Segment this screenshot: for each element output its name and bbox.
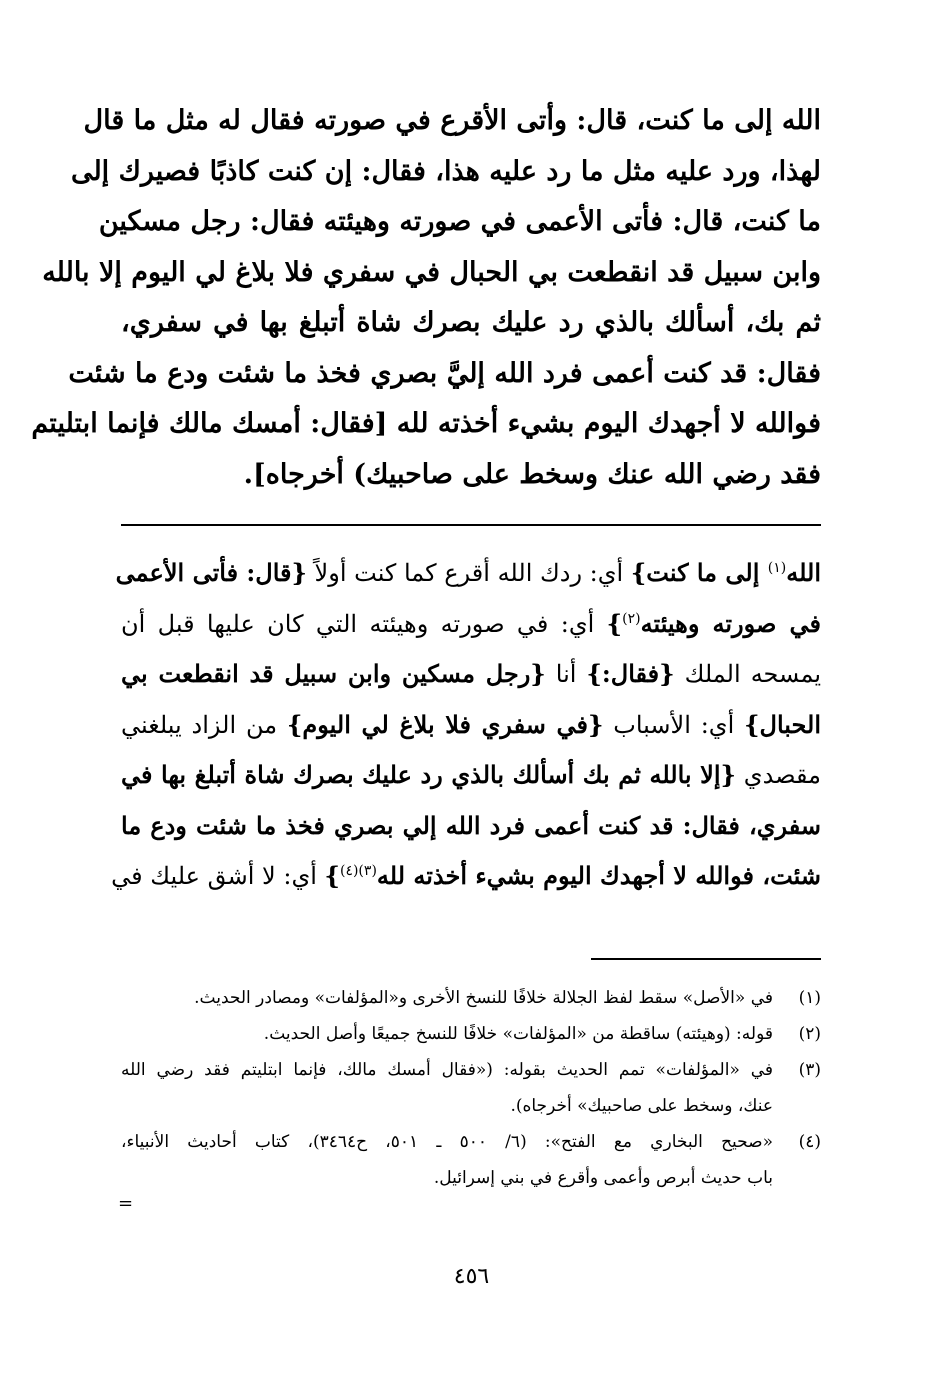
commentary-quote: الله [786,558,821,587]
footnote-ref: (٣)(٤) [339,863,377,879]
footnote-divider [591,958,821,960]
commentary-quote: {إلا بالله ثم بك أسألك بالذي رد عليك بصرك شاة أتبلغ بها في [121,760,736,789]
footnote-ref: (٢) [622,610,641,627]
hadith-main-text [31,96,821,500]
commentary-line [121,750,821,801]
commentary-line [121,801,821,852]
footnote-text [121,1124,773,1196]
commentary-line [115,548,821,599]
commentary-line [121,649,821,700]
commentary-quote: في صورته وهيئته [640,608,821,638]
main-text-line: فوالله لا أجهدك اليوم بشيء أخذته لله [فقال: أمسك مالك فإنما ابتليتم [31,408,821,439]
commentary-explanation: أنا [545,660,587,688]
commentary-quote: شئت، فوالله لا أجهدك اليوم بشيء أخذته لله [376,861,821,890]
commentary-text [111,548,822,902]
commentary-quote: {قال: فأتى الأعمى [115,558,307,587]
page-number: ٤٥٦ [453,1264,490,1289]
main-text-line: ثم بك، أسألك بالذي رد عليك بصرك شاة أتبلغ بها في سفري، [121,307,821,338]
commentary-explanation: مقصدي [735,761,821,789]
commentary-line [121,599,821,650]
text-commentary-divider [121,524,821,526]
footnote-line: باب حديث أبرص وأعمى وأقرع في بني إسرائيل. [433,1168,773,1188]
commentary-quote: الحبال} [744,709,822,739]
footnote-line: «صحيح البخاري مع الفتح»: (٦/ ٥٠٠ ـ ٥٠١، ح٣٤٦٤)، كتاب أحاديث الأنبياء، [121,1132,773,1152]
footnote-number: (٤) [798,1132,821,1152]
commentary-quote: {فقال:} [586,659,675,688]
commentary-explanation: أي: ردك الله أقرع كما كنت أولاً [306,559,631,587]
footnote-line: عنك، وسخط على صاحبيك» أخرجاه). [510,1096,773,1116]
commentary-line [121,700,821,751]
main-text-line: فقد رضي الله عنك وسخط على صاحبيك) أخرجاه]. [243,458,821,490]
footnotes-section [121,980,821,1196]
commentary-explanation: يمسحه الملك [674,660,822,688]
main-text-line: وابن سبيل قد انقطعت بي الحبال في سفري فلا بلاغ لي اليوم إلا بالله [42,256,821,288]
continuation-mark: = [118,1193,134,1214]
footnote-number: (١) [798,988,821,1008]
footnote-ref: (١) [767,560,787,576]
footnote-text [121,980,773,1016]
footnote [121,1124,821,1196]
footnote-number: (٣) [798,1060,821,1080]
commentary-quote: {رجل مسكين وابن سبيل قد انقطعت بي [121,659,546,688]
footnote [121,1016,821,1052]
commentary-quote: سفري، فقال: قد كنت أعمى فرد الله إلي بصري فخذ ما شئت ودع ما [121,810,821,840]
footnote-line: في «المؤلفات» تمم الحديث بقوله: («فقال أمسك مالك، فإنما ابتليتم فقد رضي الله [121,1060,773,1080]
main-text-line: لهذا، ورد عليه مثل ما رد عليه هذا، فقال: إن كنت كاذبًا فصيرك إلى [70,155,821,187]
commentary-quote: } [324,861,340,890]
main-text-line: فقال: قد كنت أعمى فرد الله إليَّ بصري فخذ ما شئت ودع ما شئت [68,357,821,389]
commentary-explanation: أي: الأسباب [603,710,745,739]
footnote-number: (٢) [798,1024,821,1044]
footnote [121,980,821,1016]
commentary-quote: {في سفري فلا بلاغ لي اليوم} [286,709,604,739]
footnote [121,1052,821,1124]
main-text-line: الله إلى ما كنت، قال: وأتى الأقرع في صورته فقال له مثل ما قال [83,105,821,136]
main-text-line: ما كنت، قال: فأتى الأعمى في صورته وهيئته فقال: رجل مسكين [98,206,821,237]
commentary-explanation: من الزاد يبلغني [121,710,287,739]
commentary-line [111,851,821,902]
footnote-line: في «الأصل» سقط لفظ الجلالة خلافًا للنسخ الأخرى و«المؤلفات» ومصادر الحديث. [194,988,773,1008]
footnote-text [121,1016,773,1052]
commentary-explanation: أي: لا أشق عليك في [111,862,325,890]
footnote-text [121,1052,773,1124]
commentary-quote: إلى ما كنت} [630,558,768,587]
commentary-quote: } [606,608,623,638]
footnote-line: قوله: (وهيئته) ساقطة من «المؤلفات» خلافًا للنسخ جميعًا وأصل الحديث. [263,1024,773,1044]
commentary-explanation: أي: في صورته وهيئته التي كان عليها قبل أن [121,609,607,638]
